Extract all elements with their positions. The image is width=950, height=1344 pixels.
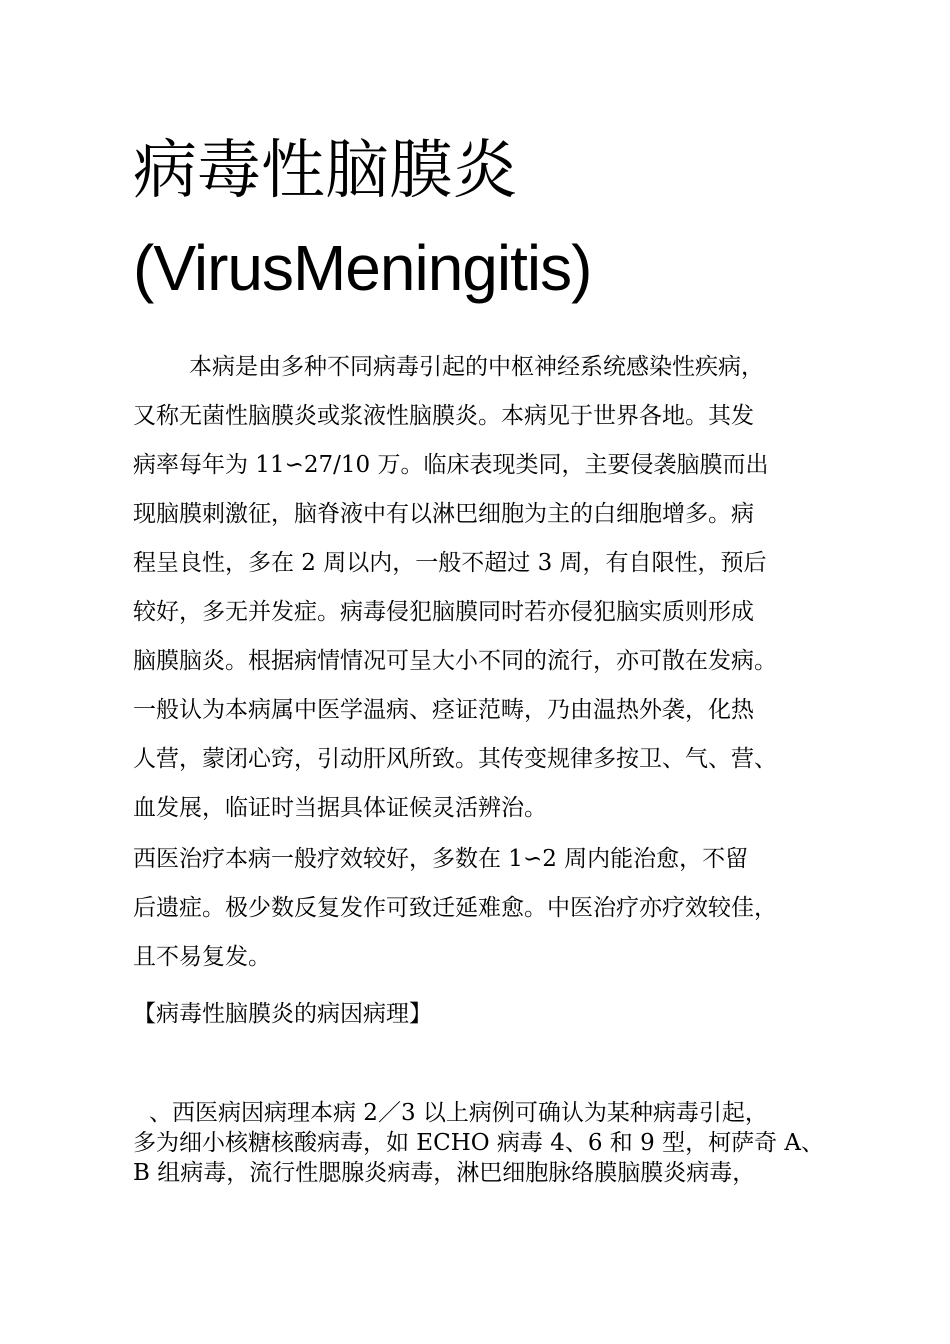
document-title-chinese: 病毒性脑膜炎 bbox=[133, 134, 517, 206]
paragraph-line: 人营，蒙闭心窍，引动肝风所致。其传变规律多按卫、气、营、 bbox=[133, 746, 777, 772]
intro-paragraph bbox=[133, 343, 853, 833]
paragraph-line: 脑膜脑炎。根据病情情况可呈大小不同的流行，亦可散在发病。 bbox=[133, 648, 777, 674]
paragraph-line: 后遗症。极少数反复发作可致迁延难愈。中医治疗亦疗效较佳， bbox=[133, 895, 777, 921]
paragraph-line: 较好，多无并发症。病毒侵犯脑膜同时若亦侵犯脑实质则形成 bbox=[133, 599, 754, 625]
paragraph-line: 程呈良性，多在 2 周以内，一般不超过 3 周，有自限性，预后 bbox=[133, 550, 767, 576]
paragraph-line: B 组病毒，流行性腮腺炎病毒，淋巴细胞脉络膜脑膜炎病毒， bbox=[133, 1160, 756, 1186]
paragraph-line: 且不易复发。 bbox=[133, 944, 271, 970]
paragraph-line: 本病是由多种不同病毒引起的中枢神经系统感染性疾病， bbox=[189, 354, 764, 380]
paragraph-line: 、西医病因病理本病 2／3 以上病例可确认为某种病毒引起， bbox=[149, 1100, 768, 1126]
paragraph-line: 病率每年为 11∽27/10 万。临床表现类同，主要侵袭脑膜而出 bbox=[133, 452, 769, 478]
etiology-paragraph bbox=[133, 1098, 853, 1188]
document-title-english: (VirusMeningitis) bbox=[133, 232, 592, 304]
paragraph-line: 又称无菌性脑膜炎或浆液性脑膜炎。本病见于世界各地。其发 bbox=[133, 403, 754, 429]
paragraph-line: 血发展，临证时当据具体证候灵活辨治。 bbox=[133, 795, 547, 821]
paragraph-line: 现脑膜刺激征，脑脊液中有以淋巴细胞为主的白细胞增多。病 bbox=[133, 501, 754, 527]
treatment-paragraph bbox=[133, 835, 853, 982]
section-heading bbox=[133, 990, 853, 1039]
section-heading-text: 【病毒性脑膜炎的病因病理】 bbox=[133, 1001, 432, 1027]
paragraph-line: 西医治疗本病一般疗效较好，多数在 1∽2 周内能治愈，不留 bbox=[133, 846, 749, 872]
paragraph-line: 一般认为本病属中医学温病、痉证范畴，乃由温热外袭，化热 bbox=[133, 697, 754, 723]
paragraph-line: 多为细小核糖核酸病毒，如 ECHO 病毒 4、6 和 9 型，柯萨奇 A、 bbox=[133, 1130, 824, 1156]
